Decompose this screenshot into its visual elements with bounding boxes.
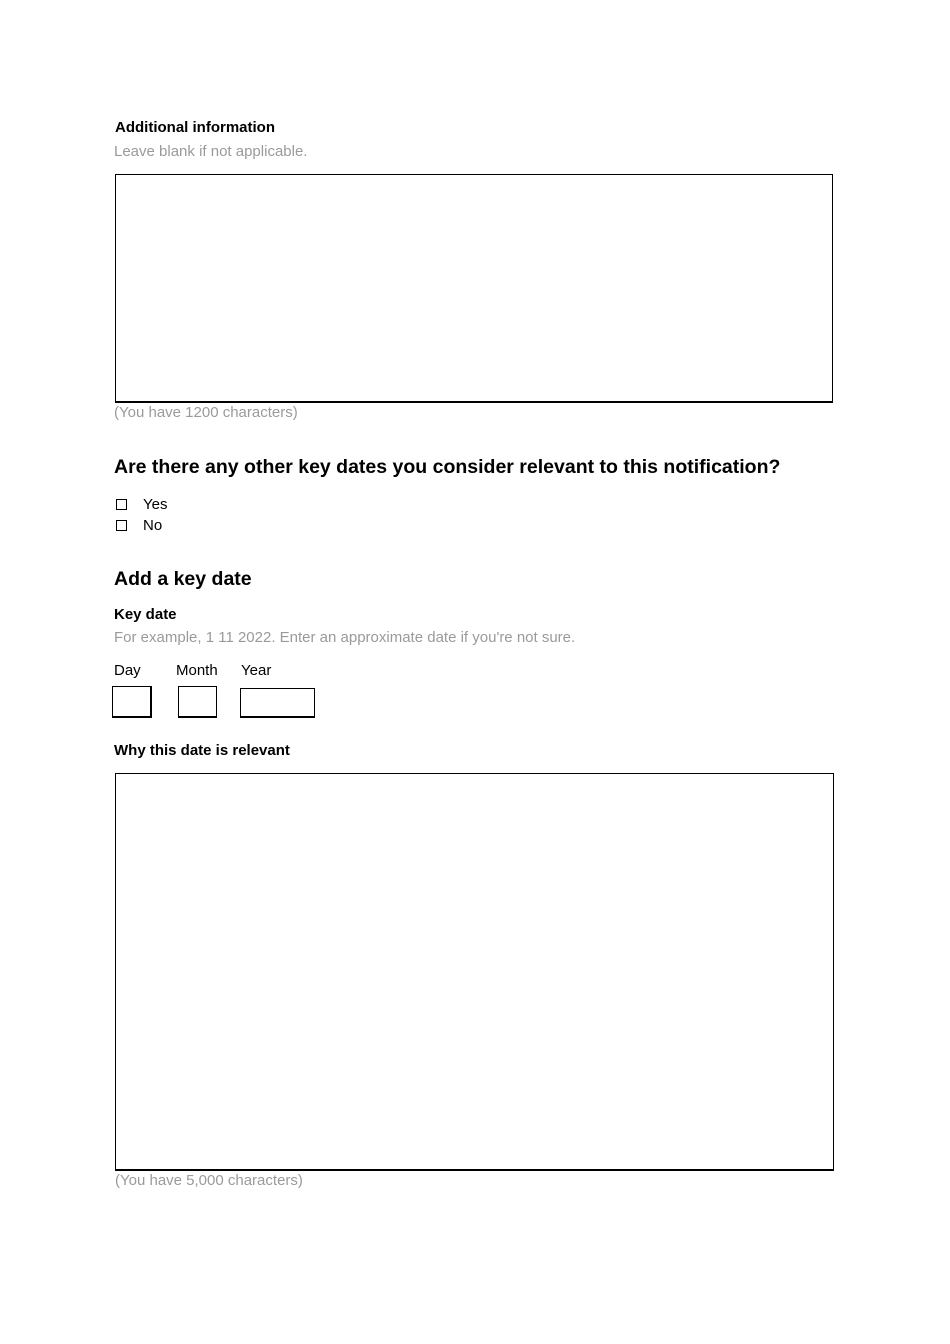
yes-label: Yes: [143, 495, 168, 513]
no-checkbox[interactable]: [116, 520, 127, 531]
add-key-date-heading: Add a key date: [114, 568, 252, 590]
no-label: No: [143, 516, 163, 534]
option-yes[interactable]: [116, 495, 167, 513]
key-dates-question-heading: Are there any other key dates you consider relevant to this notification?: [114, 456, 781, 478]
month-input[interactable]: [178, 686, 217, 718]
additional-info-hint: Leave blank if not applicable.: [114, 143, 308, 160]
day-input[interactable]: [112, 686, 152, 718]
year-input[interactable]: [240, 688, 315, 718]
additional-info-label: Additional information: [115, 119, 275, 136]
relevance-textarea[interactable]: [115, 773, 834, 1171]
additional-info-character-counter: (You have 1200 characters): [114, 404, 298, 421]
additional-info-textarea[interactable]: [115, 174, 833, 403]
month-label: Month: [176, 662, 218, 679]
relevance-label: Why this date is relevant: [114, 742, 290, 759]
year-label: Year: [241, 662, 272, 679]
relevance-character-counter: (You have 5,000 characters): [115, 1172, 303, 1189]
day-label: Day: [114, 662, 141, 679]
option-no[interactable]: [116, 516, 162, 534]
key-date-hint: For example, 1 11 2022. Enter an approximate date if you're not sure.: [114, 629, 576, 646]
yes-checkbox[interactable]: [116, 499, 127, 510]
key-date-label: Key date: [114, 606, 177, 623]
